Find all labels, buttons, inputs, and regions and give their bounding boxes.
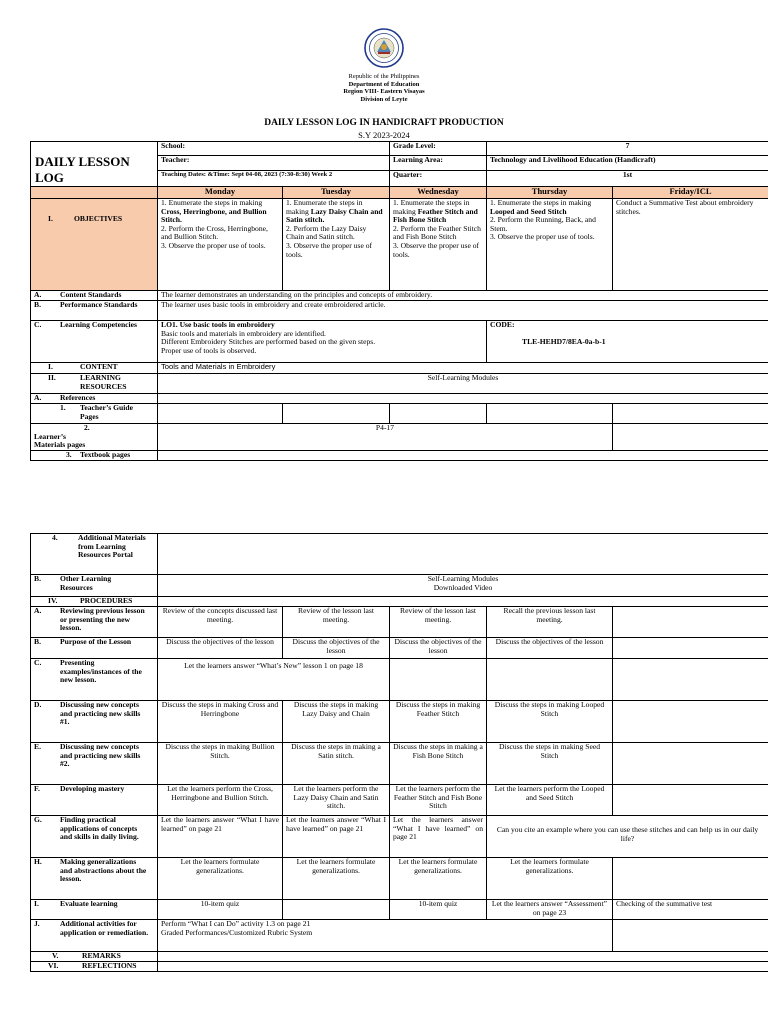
proc-i-wednesday: 10-item quiz [390, 900, 487, 920]
content-standards-label: A. Content Standards [31, 291, 158, 301]
learners-materials-text: P4-17 [158, 424, 613, 451]
objectives-friday: Conduct a Summative Test about embroidery stitches. [613, 199, 768, 291]
proc-g-thursday: Can you cite an example where you can use these stitches and can help us in our daily life? [487, 816, 768, 858]
objectives-label: I. OBJECTIVES [31, 199, 158, 291]
proc-e-friday [613, 743, 768, 785]
objectives-thursday: 1. Enumerate the steps in making Looped and Seed Stitch 2. Perform the Running, Back, and Stem. 3. Observe the proper use of tools. [487, 199, 613, 291]
proc-f-tuesday: Let the learners perform the Lazy Daisy Chain and Satin stitch. [283, 785, 390, 816]
lesson-log-table-page1 [30, 141, 768, 461]
procedures-text [158, 597, 768, 607]
document-header [0, 28, 768, 103]
remarks-text [158, 952, 768, 962]
proc-b-thursday: Discuss the objectives of the lesson [487, 638, 613, 659]
grade-level-value: 7 [487, 142, 768, 156]
proc-i-monday: 10-item quiz [158, 900, 283, 920]
proc-f-thursday: Let the learners perform the Looped and Seed Stitch [487, 785, 613, 816]
teacher-label: Teacher: [158, 156, 390, 171]
region-line: Region VIII- Eastern Visayas [343, 88, 425, 95]
objectives-tuesday: 1. Enumerate the steps in making Lazy Daisy Chain and Satin stitch. 2. Perform the Lazy Daisy Chain and Satin stitch. 3. Observe the proper use of tools. [283, 199, 390, 291]
tg-thursday [487, 404, 613, 424]
proc-g-wednesday: Let the learners answer “What I have learned” on page 21 [390, 816, 487, 858]
republic-line: Republic of the Philippines [348, 73, 420, 80]
learning-competencies-text: LO1. Use basic tools in embroidery Basic tools and materials in embroidery are identified. Different Embroidery Stitches are performed based on the given steps. Proper use of tools is observed. [158, 321, 487, 363]
proc-g-tuesday: Let the learners answer “What I have learned” on page 21 [283, 816, 390, 858]
objectives-wednesday: 1. Enumerate the steps in making Feather Stitch and Fish Bone Stitch 2. Perform the Feather Stitch and Fish Bone Stitch 3. Observe the proper use of tools. [390, 199, 487, 291]
proc-j-label: J. Additional activities for application or remediation. [31, 920, 158, 952]
tg-monday [158, 404, 283, 424]
proc-h-label: H. Making generalizations and abstractions about the lesson. [31, 858, 158, 900]
lesson-log-table-page2 [30, 533, 768, 972]
proc-f-wednesday: Let the learners perform the Feather Stitch and Fish Bone Stitch [390, 785, 487, 816]
other-resources-text: Self-Learning Modules Downloaded Video [158, 575, 768, 597]
proc-c-thursday [487, 659, 613, 701]
division-line: Division of Leyte [360, 95, 408, 103]
lm-friday [613, 424, 768, 451]
proc-h-monday: Let the learners formulate generalizations. [158, 858, 283, 900]
learning-area-value: Technology and Livelihood Education (Handicraft) [487, 156, 768, 171]
proc-a-friday [613, 607, 768, 638]
teachers-guide-label: 1. Teacher’s Guide Pages [31, 404, 158, 424]
procedures-label: IV. PROCEDURES [31, 597, 158, 607]
proc-i-thursday: Let the learners answer “Assessment” on page 23 [487, 900, 613, 920]
deped-seal-icon [364, 28, 404, 68]
proc-h-friday [613, 858, 768, 900]
day-header-friday: Friday/ICL [613, 187, 768, 199]
objectives-monday: 1. Enumerate the steps in making Cross, Herringbone, and Bullion Stitch. 2. Perform the Cross, Herringbone, and Bullion Stitch. 3. Observe the proper use of tools. [158, 199, 283, 291]
performance-standards-text: The learner uses basic tools in embroidery and create embroidered article. [158, 301, 768, 321]
learning-resources-text: Self-Learning Modules [158, 374, 768, 394]
tg-tuesday [283, 404, 390, 424]
department-line: Department of Education [348, 80, 420, 88]
proc-c-text: Let the learners answer “What’s New” lesson 1 on page 18 [158, 659, 390, 701]
proc-d-friday [613, 701, 768, 743]
proc-a-tuesday: Review of the lesson last meeting. [283, 607, 390, 638]
content-label: I. CONTENT [31, 363, 158, 374]
tg-wednesday [390, 404, 487, 424]
textbook-pages-label: 3. Textbook pages [31, 450, 158, 460]
proc-i-tuesday [283, 900, 390, 920]
dll-title: DAILY LESSON LOG [31, 142, 158, 187]
additional-materials-label: 4. Additional Materials from Learning Resources Portal [31, 534, 158, 575]
references-label: A. References [31, 394, 158, 404]
proc-c-wednesday [390, 659, 487, 701]
other-resources-label: B. Other Learning Resources [31, 575, 158, 597]
proc-d-label: D. Discussing new concepts and practicing new skills #1. [31, 701, 158, 743]
proc-f-label: F. Developing mastery [31, 785, 158, 816]
learning-area-label: Learning Area: [390, 156, 487, 171]
proc-d-wednesday: Discuss the steps in making Feather Stitch [390, 701, 487, 743]
performance-standards-label: B. Performance Standards [31, 301, 158, 321]
competency-code: CODE: TLE-HEHD7/8EA-0a-b-1 [487, 321, 768, 363]
proc-g-monday: Let the learners answer “What I have learned” on page 21 [158, 816, 283, 858]
tg-friday [613, 404, 768, 424]
content-standards-text: The learner demonstrates an understanding on the principles and concepts of embroidery. [158, 291, 768, 301]
proc-b-tuesday: Discuss the objectives of the lesson [283, 638, 390, 659]
proc-b-label: B. Purpose of the Lesson [31, 638, 158, 659]
additional-materials-text [158, 534, 768, 575]
proc-j-friday [613, 920, 768, 952]
school-label: School: [158, 142, 390, 156]
teaching-dates: Teaching Dates: &Time: Sept 04-08, 2023 (7:30-8:30) Week 2 [158, 171, 390, 187]
proc-e-thursday: Discuss the steps in making Seed Stitch [487, 743, 613, 785]
day-header-tuesday: Tuesday [283, 187, 390, 199]
proc-h-wednesday: Let the learners formulate generalizations. [390, 858, 487, 900]
proc-a-wednesday: Review of the lesson last meeting. [390, 607, 487, 638]
proc-i-friday: Checking of the summative test [613, 900, 768, 920]
learners-materials-label: 2.Learner’s Materials pages [31, 424, 158, 451]
proc-d-tuesday: Discuss the steps in making Lazy Daisy and Chain [283, 701, 390, 743]
references-text [158, 394, 768, 404]
proc-d-monday: Discuss the steps in making Cross and Herringbone [158, 701, 283, 743]
proc-g-label: G. Finding practical applications of concepts and skills in daily living. [31, 816, 158, 858]
proc-i-label: I. Evaluate learning [31, 900, 158, 920]
textbook-pages-text [158, 450, 768, 460]
proc-h-thursday: Let the learners formulate generalizations. [487, 858, 613, 900]
proc-f-monday: Let the learners perform the Cross, Herringbone and Bullion Stitch. [158, 785, 283, 816]
grade-level-label: Grade Level: [390, 142, 487, 156]
proc-b-monday: Discuss the objectives of the lesson [158, 638, 283, 659]
document-title: DAILY LESSON LOG IN HANDICRAFT PRODUCTION [264, 118, 504, 128]
proc-e-wednesday: Discuss the steps in making a Fish Bone Stitch [390, 743, 487, 785]
proc-e-monday: Discuss the steps in making Bullion Stitch. [158, 743, 283, 785]
proc-j-text: Perform “What I can Do” activity 1.3 on page 21 Graded Performances/Customized Rubric System [158, 920, 613, 952]
proc-e-tuesday: Discuss the steps in making a Satin stitch. [283, 743, 390, 785]
learning-competencies-label: C. Learning Competencies [31, 321, 158, 363]
proc-a-thursday: Recall the previous lesson last meeting. [487, 607, 613, 638]
proc-b-wednesday: Discuss the objectives of the lesson [390, 638, 487, 659]
day-header-blank [31, 187, 158, 199]
quarter-label: Quarter: [390, 171, 487, 187]
proc-b-friday [613, 638, 768, 659]
proc-d-thursday: Discuss the steps in making Looped Stitch [487, 701, 613, 743]
proc-h-tuesday: Let the learners formulate generalizations. [283, 858, 390, 900]
proc-a-label: A. Reviewing previous lesson or presenting the new lesson. [31, 607, 158, 638]
proc-c-label: C. Presenting examples/instances of the new lesson. [31, 659, 158, 701]
quarter-value: 1st [487, 171, 768, 187]
proc-a-monday: Review of the concepts discussed last meeting. [158, 607, 283, 638]
proc-e-label: E. Discussing new concepts and practicing new skills #2. [31, 743, 158, 785]
school-year: S.Y 2023-2024 [358, 130, 410, 140]
proc-c-friday [613, 659, 768, 701]
learning-resources-label: II. LEARNING RESOURCES [31, 374, 158, 394]
proc-f-friday [613, 785, 768, 816]
day-header-wednesday: Wednesday [390, 187, 487, 199]
remarks-label: V. REMARKS [31, 952, 158, 962]
reflections-text [158, 962, 768, 972]
day-header-thursday: Thursday [487, 187, 613, 199]
reflections-label: VI. REFLECTIONS [31, 962, 158, 972]
content-text: Tools and Materials in Embroidery [158, 363, 768, 374]
day-header-monday: Monday [158, 187, 283, 199]
